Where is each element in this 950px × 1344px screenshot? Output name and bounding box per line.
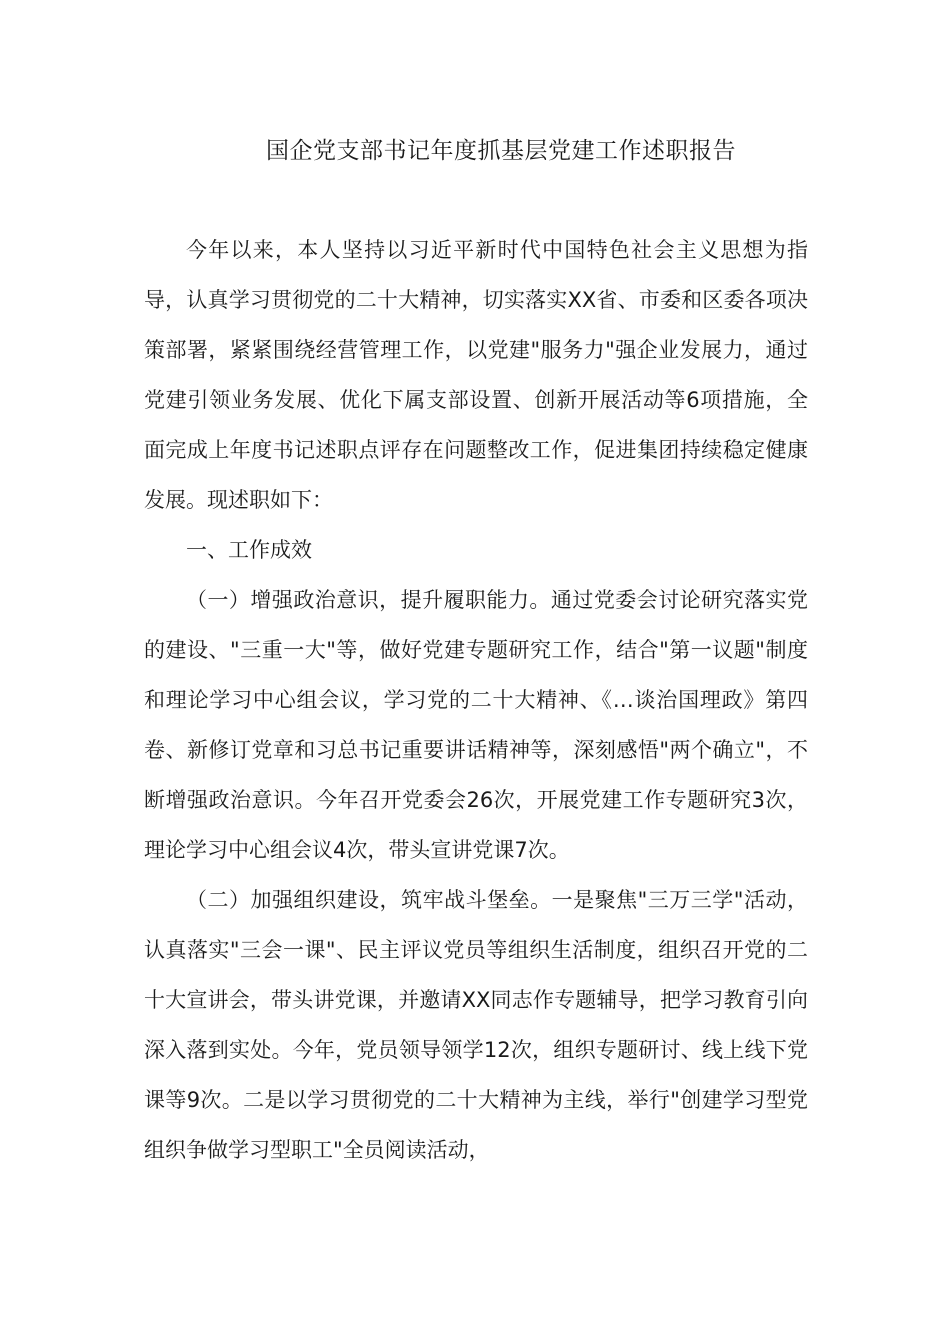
intro-paragraph: 今年以来，本人坚持以习近平新时代中国特色社会主义思想为指导，认真学习贯彻党的二十大精神，切实落实XX省、市委和区委各项决策部署，紧紧围绕经营管理工作，以党建"服务力"强企业发展力，通过党建引领业务发展、优化下属支部设置、创新开展活动等6项措施，全面完成上年度书记述职点评存在问题整改工作，促进集团持续稳定健康发展。现述职如下： bbox=[144, 238, 808, 512]
section-heading-work-results: 一、工作成效 bbox=[186, 538, 312, 562]
paragraph-political-awareness: （一）增强政治意识，提升履职能力。通过党委会讨论研究落实党的建设、"三重一大"等，做好党建专题研究工作，结合"第一议题"制度和理论学习中心组会议，学习党的二十大精神、《…谈治国理政》第四卷、新修订党章和习总书记重要讲话精神等，深刻感悟"两个确立"，不断增强政治意识。今年召开党委会26次，开展党建工作专题研究3次，理论学习中心组会议4次，带头宣讲党课7次。 bbox=[144, 588, 808, 862]
document-body bbox=[144, 225, 808, 1175]
paragraph-organization-building: （二）加强组织建设，筑牢战斗堡垒。一是聚焦"三万三学"活动，认真落实"三会一课"、民主评议党员等组织生活制度，组织召开党的二十大宣讲会，带头讲党课，并邀请XX同志作专题辅导，把学习教育引向深入落到实处。今年，党员领导领学12次，组织专题研讨、线上线下党课等9次。二是以学习贯彻党的二十大精神为主线，举行"创建学习型党组织争做学习型职工"全员阅读活动， bbox=[144, 888, 808, 1162]
document-title: 国企党支部书记年度抓基层党建工作述职报告 bbox=[266, 138, 736, 164]
